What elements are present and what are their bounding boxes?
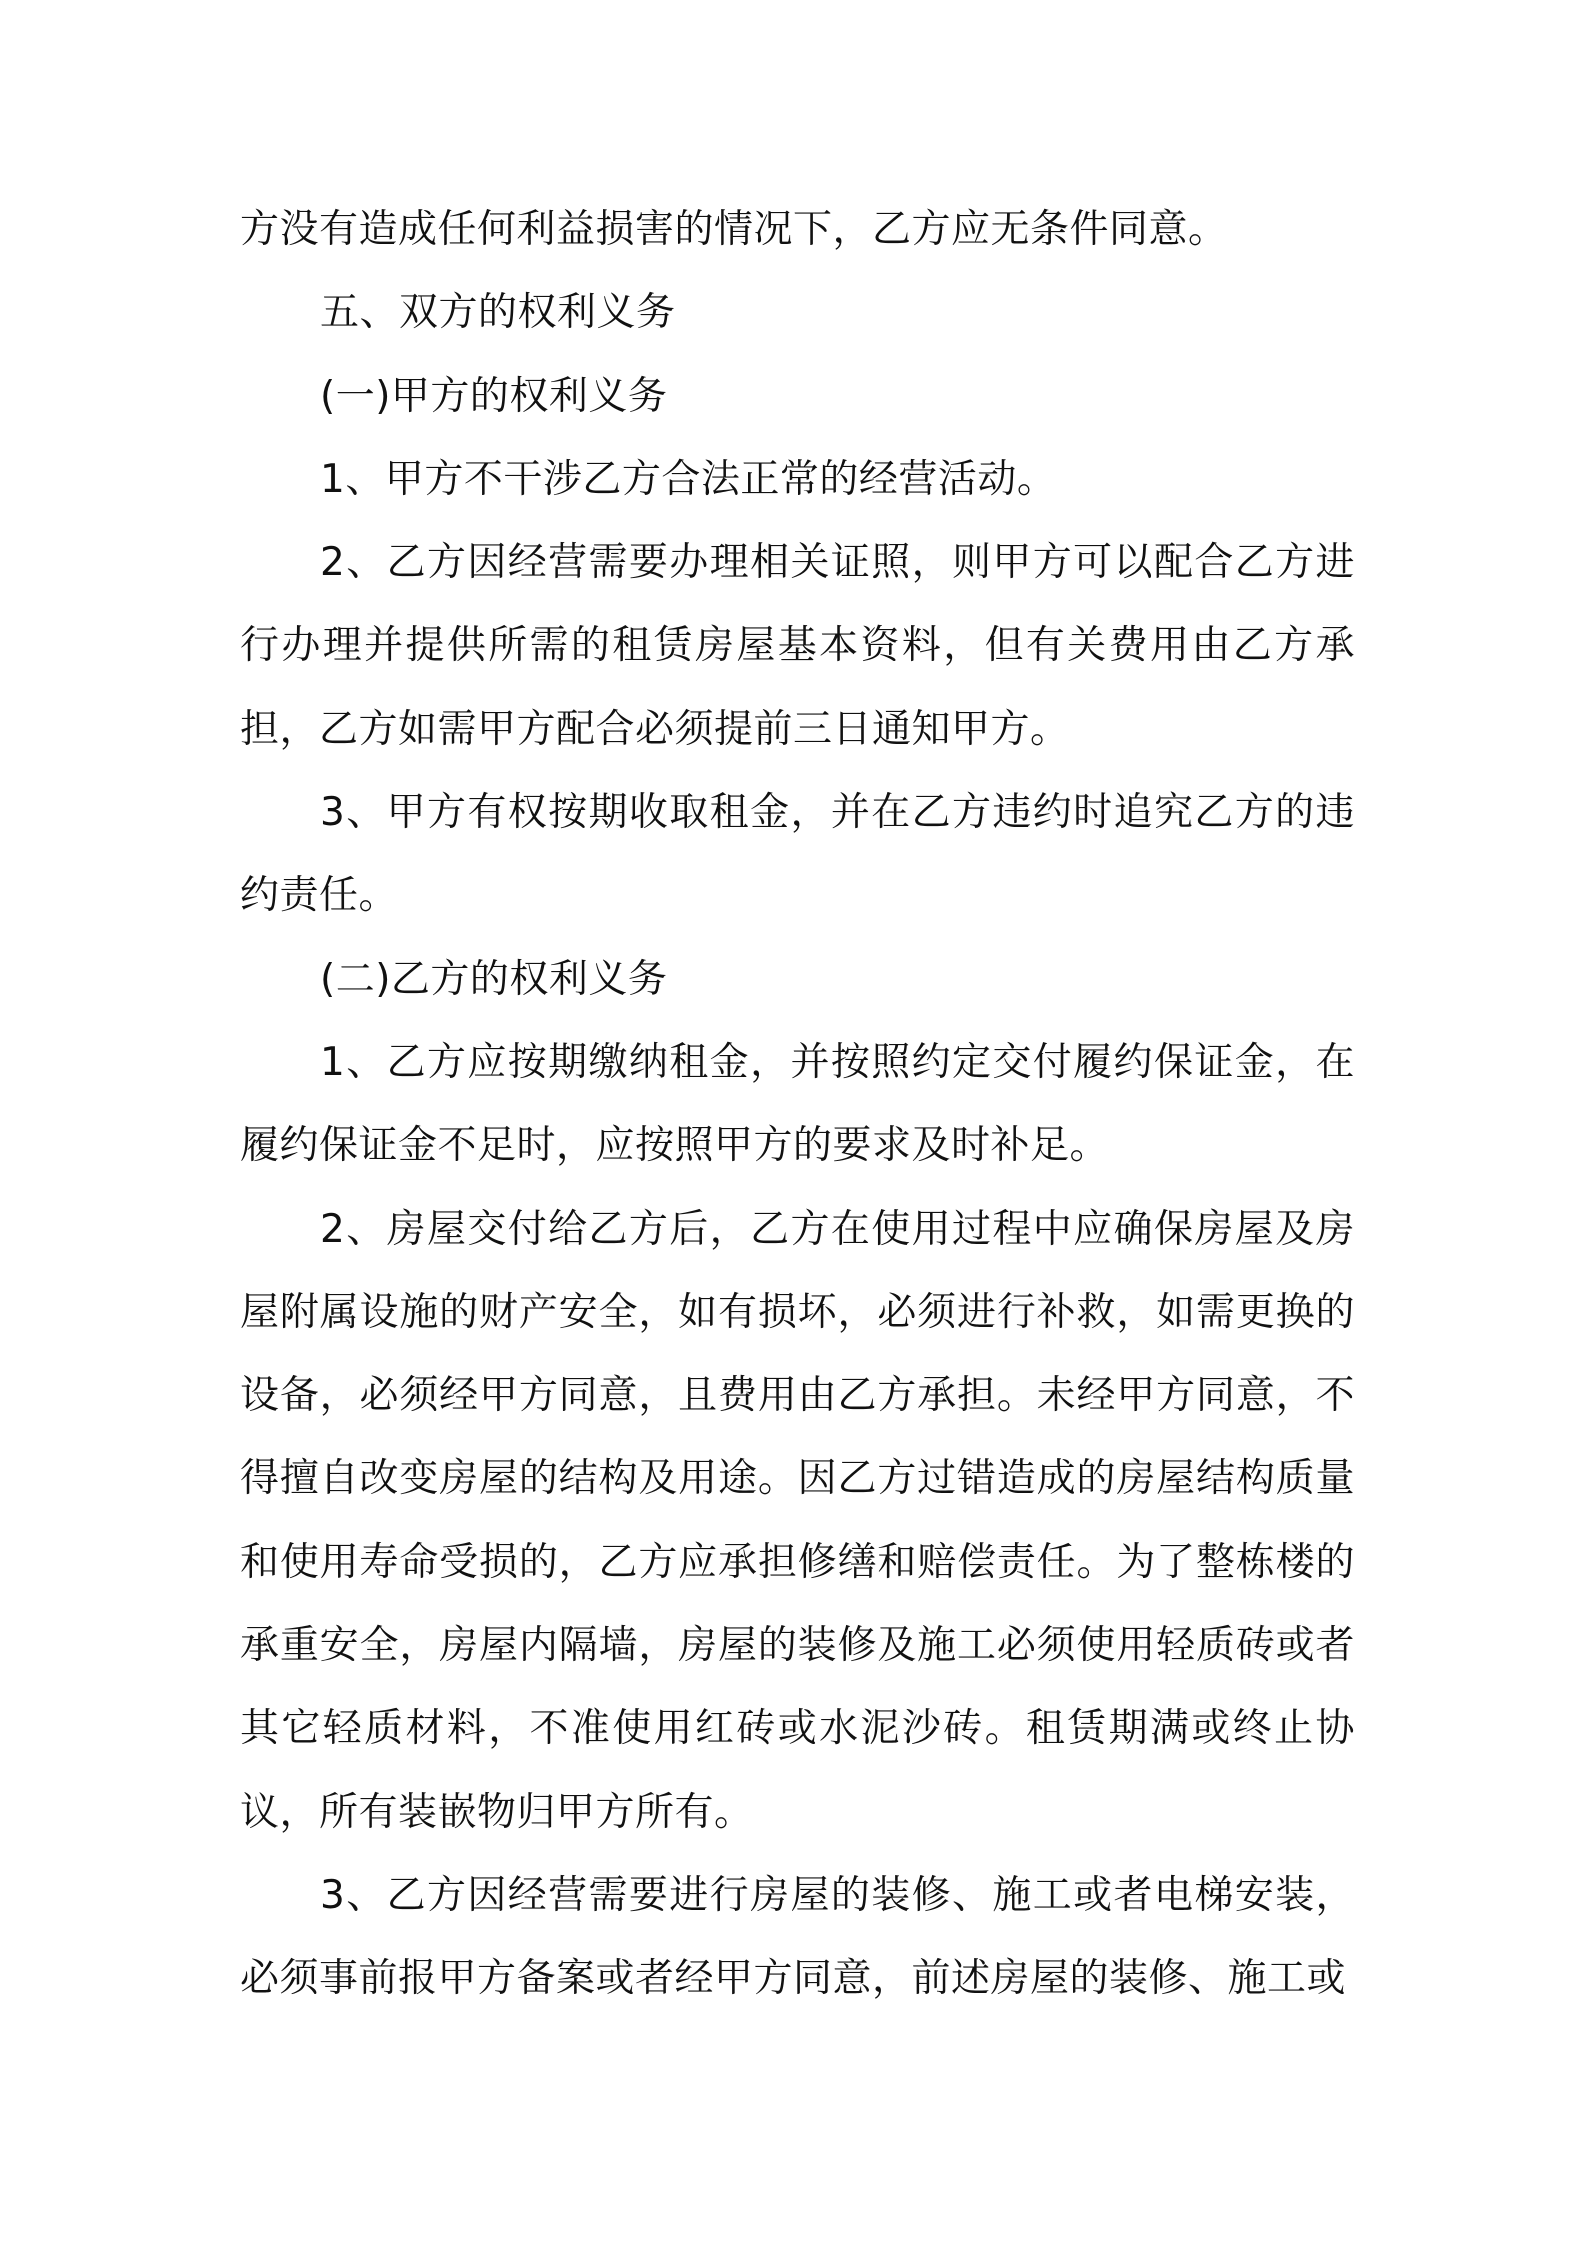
clause-paragraph: 3、乙方因经营需要进行房屋的装修、施工或者电梯安装，必须事前报甲方备案或者经甲方同意，前述房屋的装修、施工或 (240, 1872, 1355, 2002)
document-body (240, 188, 1355, 2021)
paragraph-continuation: 方没有造成任何利益损害的情况下，乙方应无条件同意。 (240, 207, 1228, 252)
clause-paragraph: 1、乙方应按期缴纳租金，并按照约定交付履约保证金，在履约保证金不足时，应按照甲方的要求及时补足。 (240, 1039, 1355, 1169)
clause-paragraph: 2、房屋交付给乙方后，乙方在使用过程中应确保房屋及房屋附属设施的财产安全，如有损坏，必须进行补救，如需更换的设备，必须经甲方同意，且费用由乙方承担。未经甲方同意，不得擅自改变房屋的结构及用途。因乙方过错造成的房屋结构质量和使用寿命受损的，乙方应承担修缮和赔偿责任。为了整栋楼的承重安全，房屋内隔墙，房屋的装修及施工必须使用轻质砖或者其它轻质材料，不准使用红砖或水泥沙砖。租赁期满或终止协议，所有装嵌物归甲方所有。 (240, 1206, 1355, 1835)
clause-paragraph: 2、乙方因经营需要办理相关证照，则甲方可以配合乙方进行办理并提供所需的租赁房屋基本资料，但有关费用由乙方承担，乙方如需甲方配合必须提前三日通知甲方。 (240, 540, 1355, 752)
subsection-heading: (二)乙方的权利义务 (320, 956, 668, 1002)
clause-paragraph: 3、甲方有权按期收取租金，并在乙方违约时追究乙方的违约责任。 (240, 790, 1355, 919)
clause-paragraph: 1、甲方不干涉乙方合法正常的经营活动。 (320, 456, 1057, 502)
subsection-heading: (一)甲方的权利义务 (320, 373, 668, 419)
section-heading: 五、双方的权利义务 (320, 290, 676, 336)
